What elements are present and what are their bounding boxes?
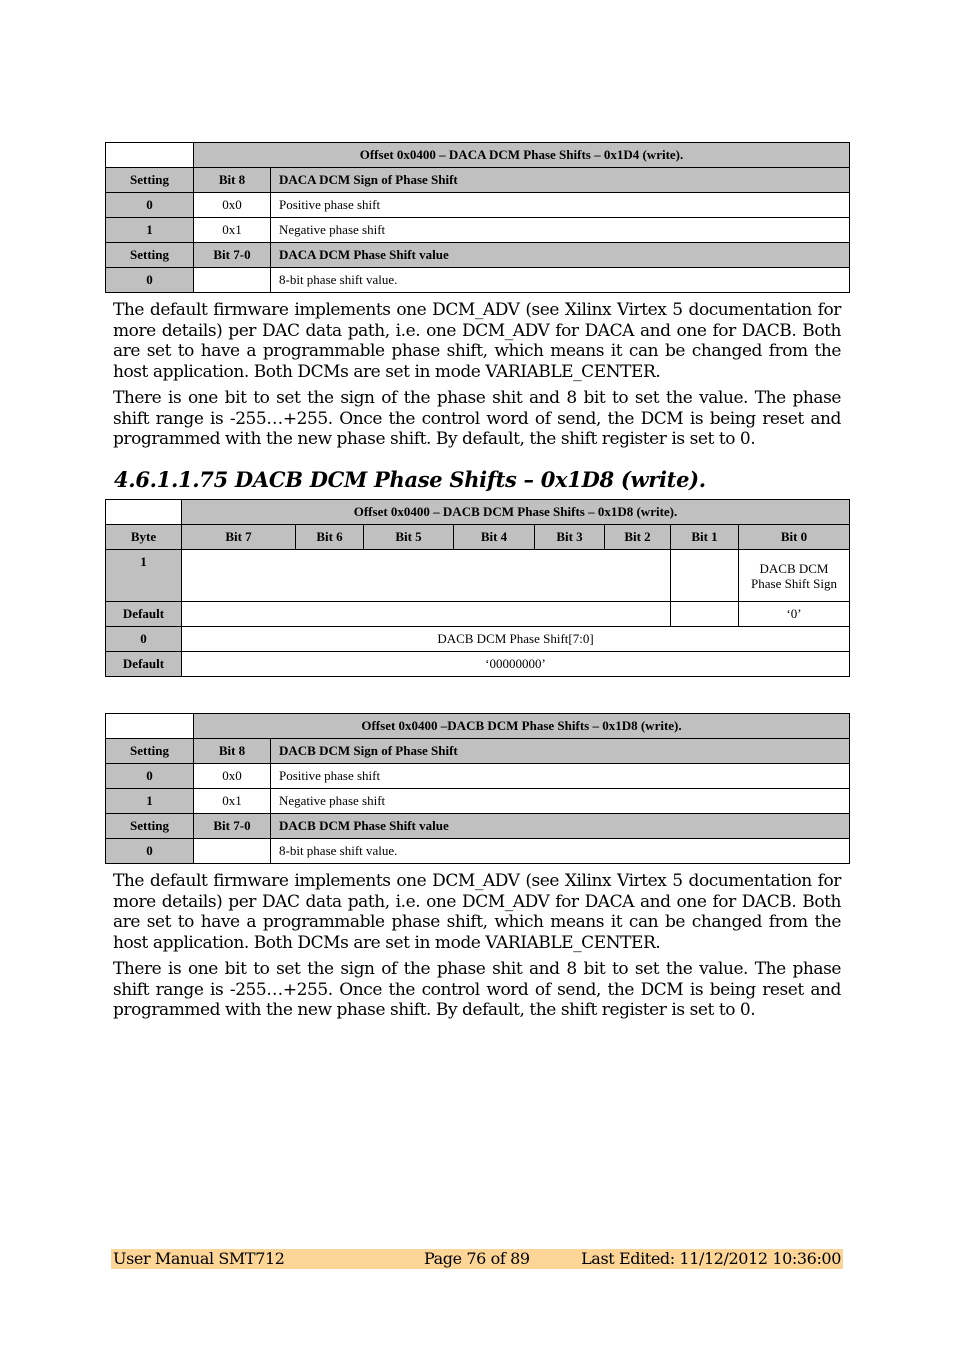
byte-cell: 1	[106, 550, 182, 602]
body-paragraph: There is one bit to set the sign of the phase shit and 8 bit to set the value. The phase shift range is -255…+255. Once the control word of send, the DCM is being reset and programmed with the new phase shift. By default, the shift register is set to 0.	[113, 959, 841, 1020]
reserved-cell	[671, 550, 739, 602]
column-header-bit: Bit 8	[194, 168, 271, 193]
value-cell	[194, 839, 271, 864]
table-row	[106, 602, 850, 627]
column-header-bit-7: Bit 7	[182, 525, 296, 550]
default-value-cell: ‘0’	[739, 602, 850, 627]
page-footer	[111, 1249, 843, 1269]
footer-document-title: User Manual SMT712	[113, 1249, 285, 1268]
column-header-bit-6: Bit 6	[296, 525, 364, 550]
setting-cell: 0	[106, 764, 194, 789]
phase-shift-field-cell: DACB DCM Phase Shift[7:0]	[182, 627, 850, 652]
column-header-field: DACA DCM Phase Shift value	[271, 243, 850, 268]
table-header: Offset 0x0400 –DACB DCM Phase Shifts – 0x1D8 (write).	[194, 714, 850, 739]
default-label-cell: Default	[106, 602, 182, 627]
setting-cell: 1	[106, 218, 194, 243]
reserved-cell	[182, 550, 671, 602]
column-header-bit-0: Bit 0	[739, 525, 850, 550]
description-cell: Negative phase shift	[271, 789, 850, 814]
column-header-bit-2: Bit 2	[605, 525, 671, 550]
column-header-field: DACB DCM Phase Shift value	[271, 814, 850, 839]
table-row	[106, 218, 850, 243]
value-cell: 0x0	[194, 193, 271, 218]
column-header-bit: Bit 8	[194, 739, 271, 764]
dacb-bit-layout-table	[105, 499, 850, 677]
description-cell: Positive phase shift	[271, 764, 850, 789]
column-header-field: DACB DCM Sign of Phase Shift	[271, 739, 850, 764]
table-row	[106, 764, 850, 789]
body-paragraph: The default firmware implements one DCM_ADV (see Xilinx Virtex 5 documentation for more details) per DAC data path, i.e. one DCM_ADV for DACA and one for DACB. Both are set to have a programmable phase shift, which means it can be changed from the host application. Both DCMs are set in mode VARIABLE_CENTER.	[113, 871, 841, 953]
column-header-bit: Bit 7-0	[194, 814, 271, 839]
default-label-cell: Default	[106, 652, 182, 677]
column-header-bit-5: Bit 5	[364, 525, 454, 550]
column-header-setting: Setting	[106, 243, 194, 268]
setting-cell: 0	[106, 839, 194, 864]
default-value-cell: ‘00000000’	[182, 652, 850, 677]
body-paragraph: There is one bit to set the sign of the phase shit and 8 bit to set the value. The phase shift range is -255…+255. Once the control word of send, the DCM is being reset and programmed with the new phase shift. By default, the shift register is set to 0.	[113, 388, 841, 449]
value-cell: 0x1	[194, 218, 271, 243]
column-header-bit-3: Bit 3	[535, 525, 605, 550]
description-cell: 8-bit phase shift value.	[271, 839, 850, 864]
setting-cell: 1	[106, 789, 194, 814]
column-header-setting: Setting	[106, 739, 194, 764]
setting-cell: 0	[106, 268, 194, 293]
footer-page-number: Page 76 of 89	[424, 1249, 530, 1268]
value-cell: 0x0	[194, 764, 271, 789]
reserved-cell	[182, 602, 671, 627]
body-paragraph: The default firmware implements one DCM_ADV (see Xilinx Virtex 5 documentation for more details) per DAC data path, i.e. one DCM_ADV for DACA and one for DACB. Both are set to have a programmable phase shift, which means it can be changed from the host application. Both DCMs are set in mode VARIABLE_CENTER.	[113, 300, 841, 382]
section-heading: 4.6.1.1.75 DACB DCM Phase Shifts – 0x1D8 (write).	[114, 467, 706, 492]
table-row	[106, 652, 850, 677]
column-header-bit: Bit 7-0	[194, 243, 271, 268]
column-header-setting: Setting	[106, 168, 194, 193]
sign-bit-cell: DACB DCM Phase Shift Sign	[739, 550, 850, 602]
description-cell: Negative phase shift	[271, 218, 850, 243]
table-row	[106, 839, 850, 864]
column-header-setting: Setting	[106, 814, 194, 839]
daca-phase-shift-settings-table	[105, 142, 850, 293]
value-cell	[194, 268, 271, 293]
column-header-bit-1: Bit 1	[671, 525, 739, 550]
dacb-phase-shift-settings-table	[105, 713, 850, 864]
table-row	[106, 789, 850, 814]
table-corner-cell	[106, 143, 194, 168]
column-header-field: DACA DCM Sign of Phase Shift	[271, 168, 850, 193]
table-row	[106, 193, 850, 218]
table-row	[106, 550, 850, 602]
table-row	[106, 268, 850, 293]
description-cell: Positive phase shift	[271, 193, 850, 218]
table-corner-cell	[106, 500, 182, 525]
column-header-bit-4: Bit 4	[454, 525, 535, 550]
setting-cell: 0	[106, 193, 194, 218]
reserved-cell	[671, 602, 739, 627]
table-row	[106, 627, 850, 652]
footer-last-edited: Last Edited: 11/12/2012 10:36:00	[581, 1249, 841, 1268]
table-corner-cell	[106, 714, 194, 739]
table-header: Offset 0x0400 – DACA DCM Phase Shifts – 0x1D4 (write).	[194, 143, 850, 168]
table-header: Offset 0x0400 – DACB DCM Phase Shifts – 0x1D8 (write).	[182, 500, 850, 525]
column-header-byte: Byte	[106, 525, 182, 550]
byte-cell: 0	[106, 627, 182, 652]
description-cell: 8-bit phase shift value.	[271, 268, 850, 293]
value-cell: 0x1	[194, 789, 271, 814]
